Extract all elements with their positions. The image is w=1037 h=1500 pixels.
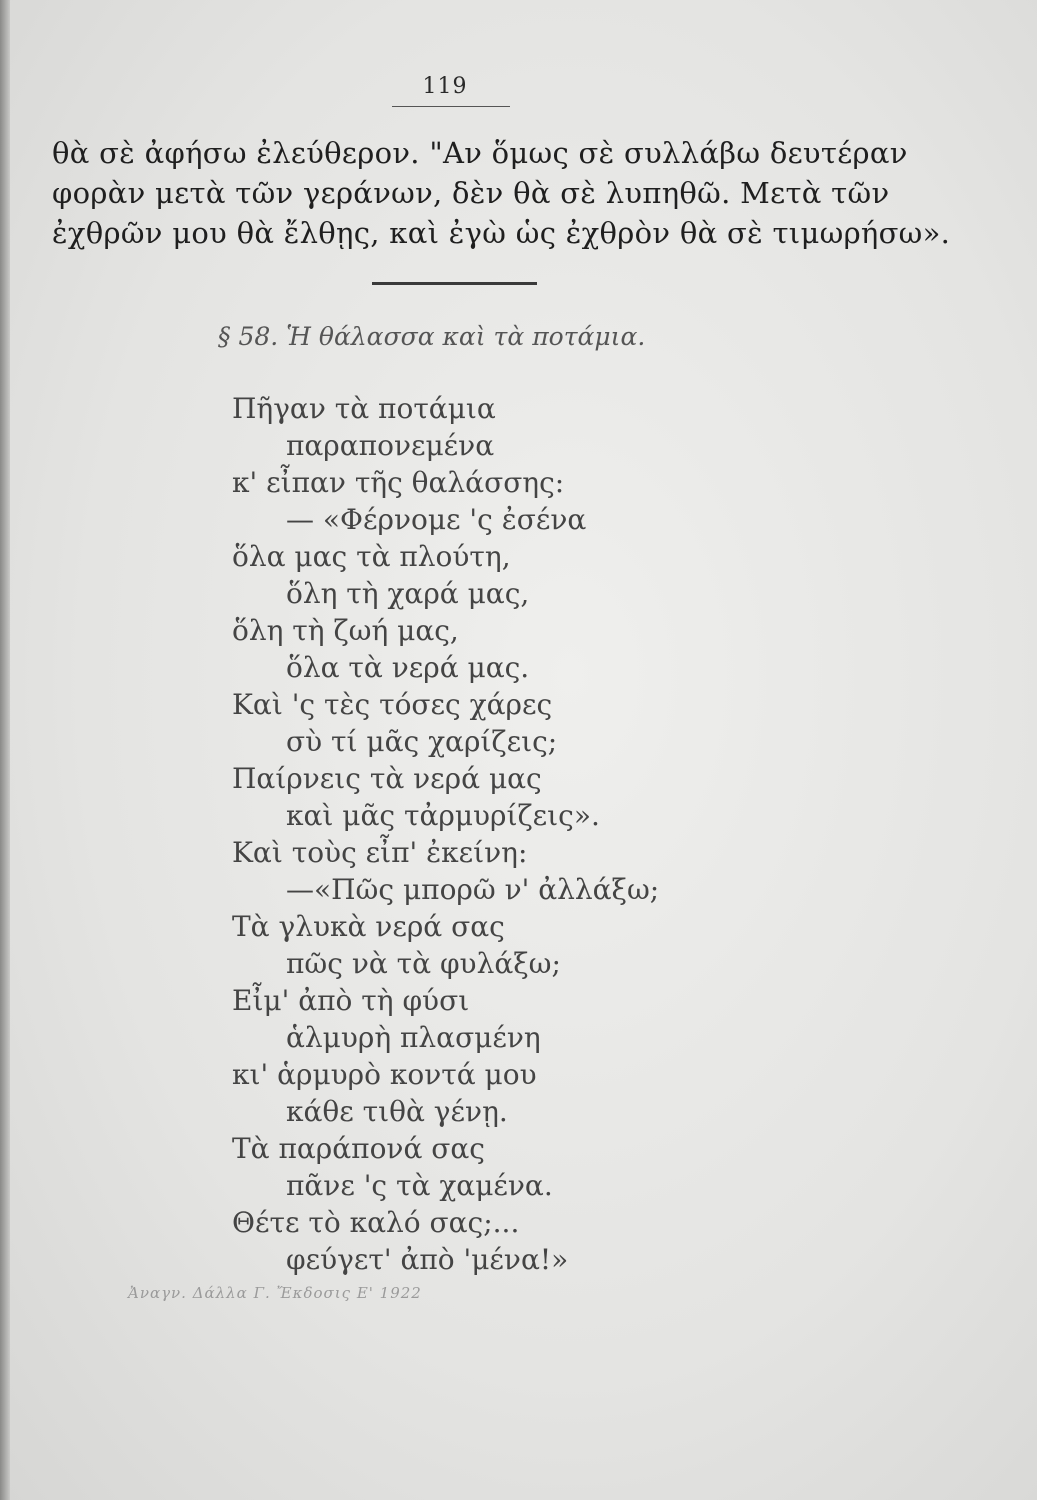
poem-line: Τὰ παράπονά σας <box>232 1132 485 1165</box>
poem-line: κάθε τιθὰ γένῃ. <box>286 1095 508 1128</box>
poem-line: πᾶνε 'ς τὰ χαμένα. <box>286 1169 553 1202</box>
section-heading: § 58. Ἡ θάλασσα καὶ τὰ ποτάμια. <box>218 322 646 351</box>
page-spine-shadow <box>0 0 10 1500</box>
section-divider <box>372 282 537 285</box>
poem-line: Πῆγαν τὰ ποτάμια <box>232 392 496 425</box>
poem-line: κι' ἁρμυρὸ κοντά μου <box>232 1058 537 1091</box>
page-number: 119 <box>422 74 468 99</box>
poem-line: ὅλα τὰ νερά μας. <box>286 651 530 684</box>
poem-line: — «Φέρνομε 'ς ἐσένα <box>286 503 587 536</box>
poem-line: παραπονεμένα <box>286 429 495 462</box>
poem-line: Καὶ τοὺς εἶπ' ἐκείνη: <box>232 836 528 869</box>
poem-line: —«Πῶς μπορῶ ν' ἀλλάξω; <box>286 873 660 906</box>
page-number-underline <box>392 106 510 107</box>
footer-signature: Ἀναγν. Δάλλα Γ. Ἔκδοσις Ε' 1922 <box>128 1284 422 1302</box>
poem-line: Τὰ γλυκὰ νερά σας <box>232 910 505 943</box>
poem-line: φεύγετ' ἀπὸ 'μένα!» <box>286 1243 569 1276</box>
poem-line: ὅλα μας τὰ πλούτη, <box>232 540 511 573</box>
poem-line: Εἶμ' ἀπὸ τὴ φύσι <box>232 984 470 1017</box>
prose-line: ἐχθρῶν μου θὰ ἔλθῃς, καὶ ἐγὼ ὡς ἐχθρὸν θὰ σὲ τιμωρήσω». <box>52 216 951 250</box>
poem-line: Καὶ 'ς τὲς τόσες χάρες <box>232 688 553 721</box>
poem-line: πῶς νὰ τὰ φυλάξω; <box>286 947 561 980</box>
poem-line: ὅλη τὴ ζωή μας, <box>232 614 459 647</box>
poem-line: Θέτε τὸ καλό σας;... <box>232 1206 520 1239</box>
poem-line: Παίρνεις τὰ νερά μας <box>232 762 542 795</box>
prose-line: θὰ σὲ ἀφήσω ἐλεύθερον. "Αν ὅμως σὲ συλλάβω δευτέραν <box>52 136 908 170</box>
poem-line: σὺ τί μᾶς χαρίζεις; <box>286 725 558 758</box>
poem-line: ἁλμυρὴ πλασμένη <box>286 1021 541 1054</box>
poem-line: καὶ μᾶς τἀρμυρίζεις». <box>286 799 600 832</box>
poem-line: κ' εἶπαν τῆς θαλάσσης: <box>232 466 565 499</box>
poem-line: ὅλη τὴ χαρά μας, <box>286 577 530 610</box>
prose-line: φορὰν μετὰ τῶν γεράνων, δὲν θὰ σὲ λυπηθῶ. Μετὰ τῶν <box>52 176 890 210</box>
